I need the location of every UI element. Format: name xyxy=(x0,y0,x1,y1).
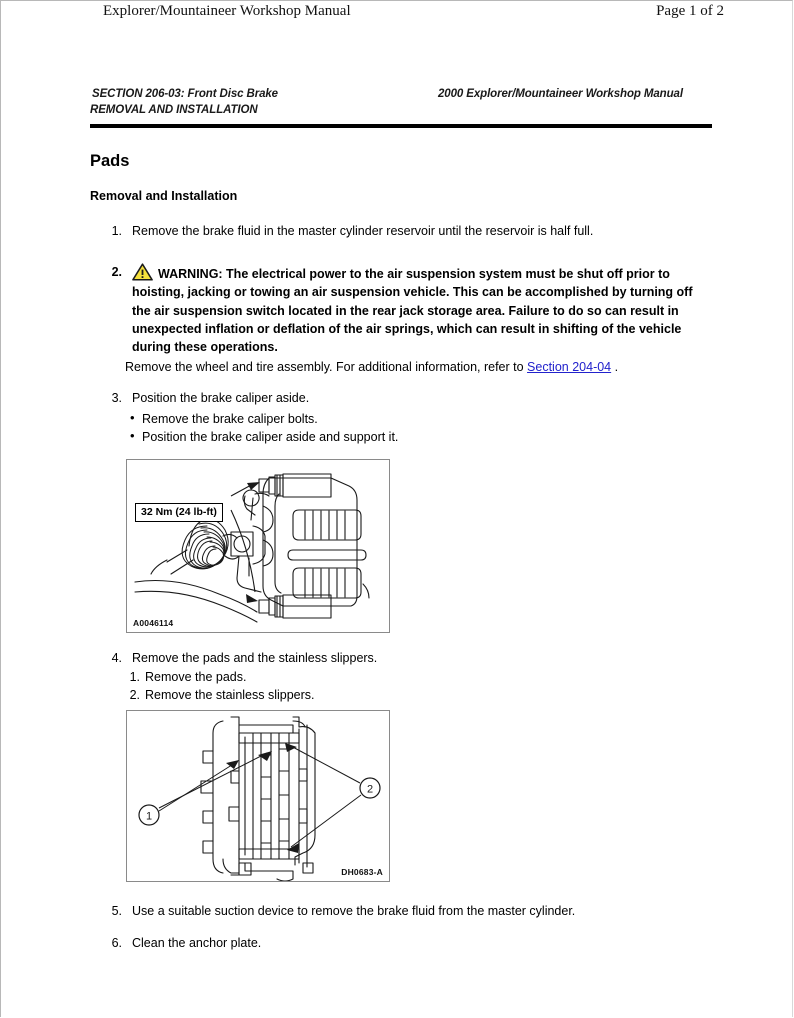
list-item: • Position the brake caliper aside and support it. xyxy=(142,428,700,446)
step-2-followup-text xyxy=(125,359,712,377)
step-3 xyxy=(100,390,700,446)
substep-number: 1. xyxy=(129,669,140,684)
substep-number: 2. xyxy=(129,687,140,702)
step-3-text: Position the brake caliper aside. xyxy=(132,391,310,405)
leader-arrow-upper xyxy=(247,482,260,490)
warning-label: WARNING: xyxy=(158,267,223,281)
step-5-text: Use a suitable suction device to remove the brake fluid from the master cylinder. xyxy=(132,904,576,918)
header-divider-rule xyxy=(90,124,712,128)
callout-1-arrow-b xyxy=(258,751,272,761)
followup-after-text: . xyxy=(611,360,619,374)
step-4-number: 4. xyxy=(111,651,122,665)
step-4 xyxy=(100,650,700,704)
step-2-number: 2. xyxy=(111,265,122,279)
step-6 xyxy=(100,935,700,953)
figure-caliper xyxy=(126,459,390,633)
callout-2-arrow-a xyxy=(285,743,297,752)
leader-arrow-lower xyxy=(246,594,258,603)
list-item xyxy=(129,687,700,705)
warning-triangle-icon xyxy=(132,263,153,281)
pads-illustration xyxy=(127,711,389,881)
list-item: • Remove the brake caliper bolts. xyxy=(142,410,700,428)
step-1-text: Remove the brake fluid in the master cylinder reservoir until the reservoir is half full. xyxy=(132,224,594,238)
section-subtitle: Removal and Installation xyxy=(90,189,238,203)
step-4-substep-list xyxy=(100,669,700,705)
callout-1-number: 1 xyxy=(145,810,153,823)
manual-title: 2000 Explorer/Mountaineer Workshop Manual xyxy=(438,88,683,100)
section-204-04-link[interactable]: Section 204-04 xyxy=(527,360,612,374)
warning-text: The electrical power to the air suspension system must be shut off prior to hoisting, jacking or towing an air suspension vehicle. This can be accomplished by turning off the air suspension switch located in the rear jack storage area. Failure to do so can result in unexpected inflation or deflation of the air springs, which can result in shifting of the vehicle during these operations. xyxy=(132,267,693,354)
step-6-number: 6. xyxy=(111,936,122,950)
document-section-header xyxy=(90,88,712,116)
step-6-text: Clean the anchor plate. xyxy=(132,936,262,950)
step-5-number: 5. xyxy=(111,904,122,918)
step-5 xyxy=(100,903,700,921)
substep-text: Remove the pads. xyxy=(145,669,247,684)
print-header-page-number: Page 1 of 2 xyxy=(656,3,724,19)
list-item xyxy=(129,669,700,687)
followup-before-text: Remove the wheel and tire assembly. For additional information, refer to xyxy=(125,360,528,374)
torque-callout-label: 32 Nm (24 lb-ft) xyxy=(135,503,223,522)
substep-text: Remove the stainless slippers. xyxy=(145,687,315,702)
page-title: Pads xyxy=(90,152,130,170)
section-procedure-type: REMOVAL AND INSTALLATION xyxy=(90,104,258,116)
figure-2-id: DH0683-A xyxy=(341,867,383,877)
step-3-number: 3. xyxy=(111,391,122,405)
step-2 xyxy=(100,263,712,356)
step-3-bullet-list xyxy=(100,410,700,446)
step-1-number: 1. xyxy=(111,224,122,238)
step-2-followup xyxy=(100,359,712,377)
step-4-text: Remove the pads and the stainless slippers. xyxy=(132,651,378,665)
print-header xyxy=(0,0,794,30)
section-title: SECTION 206-03: Front Disc Brake xyxy=(92,88,278,100)
figure-pads-slippers xyxy=(126,710,390,882)
figure-1-id: A0046114 xyxy=(133,618,174,628)
step-1 xyxy=(100,223,700,241)
callout-2-number: 2 xyxy=(366,783,374,796)
print-header-title: Explorer/Mountaineer Workshop Manual xyxy=(103,3,351,19)
step-2-warning xyxy=(132,263,712,356)
caliper-illustration xyxy=(127,460,389,632)
